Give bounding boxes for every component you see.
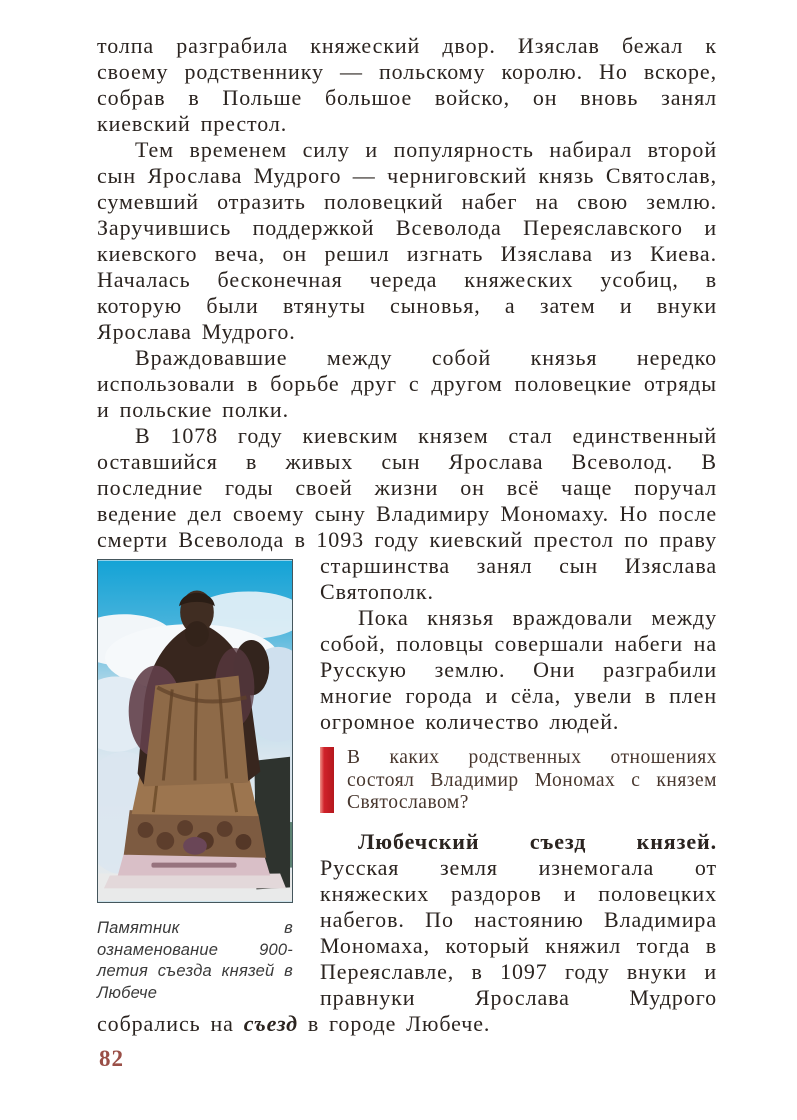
question-marker-bar bbox=[320, 747, 334, 813]
term-syezd: съезд bbox=[243, 1010, 298, 1036]
monument-illustration bbox=[98, 560, 292, 902]
section-body-2: в городе Любече. bbox=[297, 1010, 491, 1036]
monument-photo bbox=[97, 559, 293, 903]
paragraph-1: толпа разграбила княжеский двор. Изяслав бежал к своему родственнику — польскому королю. Но вскоре, собрав в Польше большое войско, он вновь занял киевский престол. bbox=[97, 33, 717, 136]
section-heading: Любечский съезд князей. bbox=[358, 828, 717, 854]
paragraph-2: Тем временем силу и популярность набирал второй сын Ярослава Мудрого — черниговский князь Святослав, сумевший отразить половецкий набег на свою землю. Заручившись поддержкой Всеволода Переяславского и киевского веча, он решил изгнать Изяслава из Киева. Началась бесконечная череда княжеских усобиц, в которую были втянуты сыновья, а затем и внуки Ярослава Мудрого. bbox=[97, 137, 717, 344]
paragraph-4-part-a: В 1078 году киевским князем стал единственный оставшийся в живых сын Ярослава Всеволод. В последние годы своей жизни он всё чаще поручал ведение дел своему сыну Владимиру Мономаху. Но после смерти Всеволода в 1093 году киевский престол по праву старшинства занял сын bbox=[97, 423, 717, 578]
figure-monument bbox=[97, 559, 293, 1004]
figure-caption: Памятник в ознаменование 900-летия съезда князей в Любече bbox=[97, 919, 293, 1002]
paragraph-3: Враждовавшие между собой князья нередко использовали в борьбе друг с другом половецкие отряды и польские полки. bbox=[97, 345, 717, 422]
page-number: 82 bbox=[99, 1046, 124, 1071]
question-block bbox=[320, 747, 717, 815]
question-text: В каких родственных отношениях состоял Владимир Мономах с князем Святославом? bbox=[347, 747, 717, 813]
paragraph-5: Пока князья враждовали между собой, половцы совершали набеги на Русскую землю. Они разграбили многие города и сёла, увели в плен огромное количество людей. bbox=[320, 605, 717, 734]
paragraph-4-part-b: Изяслава Святополк. bbox=[320, 553, 717, 604]
section-body-1: Русская земля изнемогала от княжеских раздоров и половецких набегов. По настоянию Владимира Мономаха, который княжил тогда в Переяславле, в 1097 году внуки и правнуки Ярослава Мудрого собрались на bbox=[97, 854, 717, 1036]
